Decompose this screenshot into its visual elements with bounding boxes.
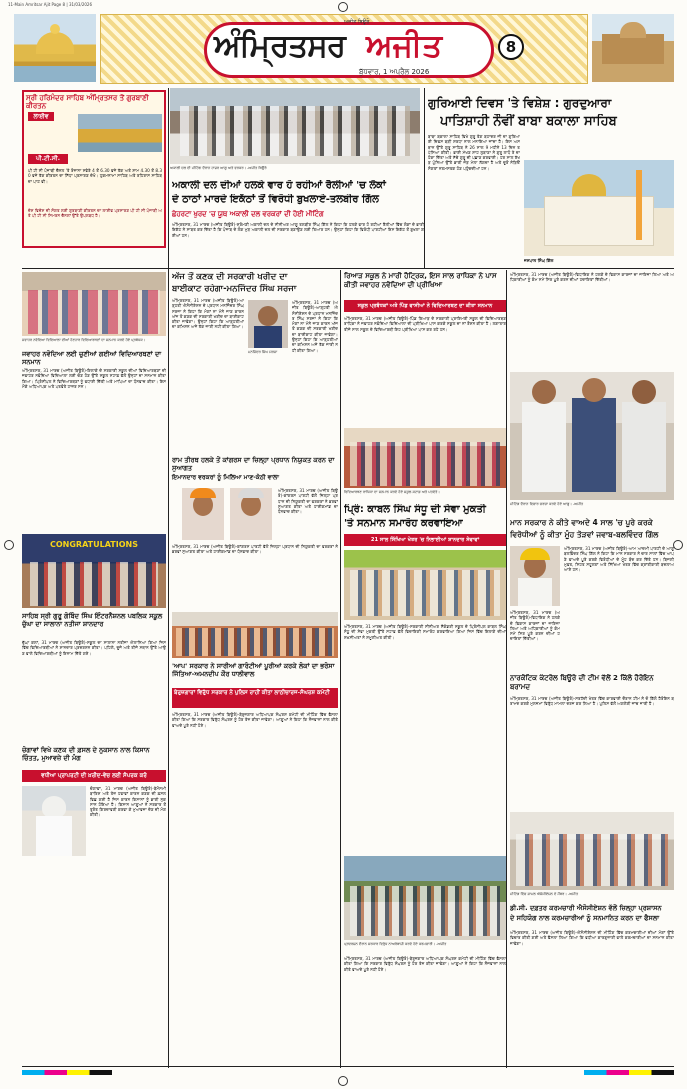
registration-mark: [338, 2, 348, 12]
gurdwara-kicker: ਗੁਰਿਆਈ ਦਿਵਸ 'ਤੇ ਵਿਸ਼ੇਸ਼ : ਗੁਰਦੁਆਰਾ: [428, 96, 612, 110]
wheat-title: ਅੱਜ ਤੋਂ ਕਣਕ ਦੀ ਸਰਕਾਰੀ ਖਰੀਦ ਦਾ: [172, 272, 288, 282]
ad-body: ਪੀ ਟੀ ਸੀ ਪੰਜਾਬੀ ਚੈਨਲ 'ਤੇ ਰੋਜ਼ਾਨਾ ਸਵੇਰੇ 4 ਤੋਂ 6.30 ਵਜੇ ਤੱਕ ਅਤੇ ਸ਼ਾਮ 4.30 ਤੋਂ 8.30 ਵਜੇ ਤੱਕ ਕੀਰਤਨ ਦਾ ਸਿੱਧਾ ਪ੍ਰਸਾਰਣ ਦੇਖੋ। ਹੁਕਮਨਾਮਾ ਸਾਹਿਬ ਅਤੇ ਰਹਿਰਾਸ ਸਾਹਿਬ ਦਾ ਪਾਠ ਵੀ।: [28, 168, 162, 184]
students-photo-caption: ਜਵਾਹਰ ਨਵੋਦਿਆ ਵਿਦਿਆਲਾ ਦੀਆਂ ਹੋਣਹਾਰ ਵਿਦਿਆਰਥਣਾਂ ਦਾ ਸਨਮਾਨ ਕਰਦੇ ਹੋਏ ਪ੍ਰਬੰਧਕ।: [22, 338, 146, 342]
sarja-caption: ਮਨਜਿੰਦਰ ਸਿੰਘ ਸਰਜਾ: [248, 350, 278, 354]
wheat-body: ਅੰਮ੍ਰਿਤਸਰ, 31 ਮਾਰਚ (ਅਜੀਤ ਬਿਊਰੋ)-ਆੜ੍ਹਤੀ ਐਸੋਸੀਏਸ਼ਨ ਦੇ ਪ੍ਰਧਾਨ ਮਨਜਿੰਦਰ ਸਿੰਘ ਸਰਜਾ ਨੇ ਕਿਹਾ ਕਿ ਮੰਗਾਂ ਨਾ ਮੰਨੇ ਜਾਣ ਕਾਰਨ ਅੱਜ ਤੋਂ ਕਣਕ ਦੀ ਸਰਕਾਰੀ ਖਰੀਦ ਦਾ ਬਾਈਕਾਟ ਕੀਤਾ ਜਾਵੇਗਾ। ਉਨ੍ਹਾਂ ਕਿਹਾ ਕਿ ਆੜ੍ਹਤੀਆਂ ਦਾ ਕਮਿਸ਼ਨ ਅਜੇ ਤੱਕ ਜਾਰੀ ਨਹੀਂ ਕੀਤਾ ਗਿਆ।: [172, 298, 244, 330]
aap-gathering-photo: [172, 612, 338, 658]
gurdwara-title: ਪਾਤਿਸ਼ਾਹੀ ਨੌਵੀਂ ਬਾਬਾ ਬਕਾਲਾ ਸਾਹਿਬ: [440, 114, 617, 129]
column-rule: [168, 88, 169, 1068]
gurdwara-body: ਬਾਬਾ ਬਕਾਲਾ ਸਾਹਿਬ ਵਿਖੇ ਗੁਰੂ ਤੇਗ ਬਹਾਦਰ ਜੀ ਦਾ ਗੁਰਿਆਈ ਦਿਵਸ ਬੜੀ ਸ਼ਰਧਾ ਨਾਲ ਮਨਾਇਆ ਜਾਂਦਾ ਹੈ। ਇਸ ਅਸਥਾਨ ਉੱਤੇ ਗੁਰੂ ਸਾਹਿਬ ਨੇ 26 ਸਾਲ 9 ਮਹੀਨੇ 13 ਦਿਨ ਤਪੱਸਿਆ ਕੀਤੀ। ਭਾਈ ਮੱਖਣ ਸ਼ਾਹ ਲੁਬਾਣਾ ਨੇ ਗੁਰੂ ਲਾਧੋ ਰੇ ਦਾ ਹੋਕਾ ਦਿੱਤਾ ਅਤੇ ਸੱਚੇ ਗੁਰੂ ਦੀ ਪਛਾਣ ਕਰਵਾਈ। ਹਰ ਸਾਲ ਰੱਖੜ ਪੁੰਨਿਆ ਉੱਤੇ ਭਾਰੀ ਜੋੜ ਮੇਲਾ ਲੱਗਦਾ ਹੈ ਅਤੇ ਦੂਰੋਂ ਨੇੜਿਓਂ ਸੰਗਤਾਂ ਨਤਮਸਤਕ ਹੋਣ ਪਹੁੰਚਦੀਆਂ ਹਨ।: [428, 134, 520, 171]
top-photo-caption: ਅਕਾਲੀ ਦਲ ਦੀ ਮੀਟਿੰਗ ਦੌਰਾਨ ਹਾਜ਼ਰ ਆਗੂ ਅਤੇ ਵਰਕਰ। -ਅਜੀਤ ਬਿਊਰੋ: [170, 166, 267, 170]
gill-portrait: [510, 546, 560, 606]
association-photo-caption: ਮੀਟਿੰਗ ਵਿੱਚ ਸ਼ਾਮਲ ਐਸੋਸੀਏਸ਼ਨ ਦੇ ਮੈਂਬਰ। -ਅਜੀਤ: [510, 892, 579, 896]
ad-live-tag: ਲਾਈਵ: [28, 112, 54, 121]
color-registration-bar: [22, 1070, 112, 1075]
mid-story3-body: ਅੰਮ੍ਰਿਤਸਰ, 31 ਮਾਰਚ (ਅਜੀਤ ਬਿਊਰੋ)-ਬੇਰੁਜ਼ਗਾਰ ਅਧਿਆਪਕ ਸੰਘਰਸ਼ ਕਮੇਟੀ ਦੀ ਮੀਟਿੰਗ ਵਿੱਚ ਫੈਸਲਾ ਕੀਤਾ ਗਿਆ ਕਿ ਸਰਕਾਰ ਵਿਰੁੱਧ ਸੰਘਰਸ਼ ਨੂੰ ਹੋਰ ਤੇਜ਼ ਕੀਤਾ ਜਾਵੇਗਾ। ਆਗੂਆਂ ਨੇ ਕਿਹਾ ਕਿ ਨੌਜਵਾਨਾਂ ਨਾਲ ਕੀਤੇ ਵਾਅਦੇ ਪੂਰੇ ਨਹੀਂ ਹੋਏ।: [172, 712, 338, 728]
masthead-city: ਅੰਮ੍ਰਿਤਸਰ: [214, 28, 345, 64]
mid-story1-body: ਅੰਮ੍ਰਿਤਸਰ, 31 ਮਾਰਚ (ਅਜੀਤ ਬਿਊਰੋ)-ਕਾਂਗਰਸ ਪਾਰਟੀ ਵੱਲੋਂ ਜ਼ਿਲ੍ਹਾ ਪ੍ਰਧਾਨ ਦੀ ਨਿਯੁਕਤੀ ਦਾ ਵਰਕਰਾਂ ਨੇ ਭਰਵਾਂ ਸੁਆਗਤ ਕੀਤਾ ਅਤੇ ਹਾਈਕਮਾਂਡ ਦਾ ਧੰਨਵਾਦ ਕੀਤਾ।: [278, 488, 338, 515]
right-story4-body: ਅੰਮ੍ਰਿਤਸਰ, 31 ਮਾਰਚ (ਅਜੀਤ ਬਿਊਰੋ)-ਐਸੋਸੀਏਸ਼ਨ ਦੀ ਮੀਟਿੰਗ ਵਿੱਚ ਕਰਮਚਾਰੀਆਂ ਦੀਆਂ ਮੰਗਾਂ ਉੱਤੇ ਵਿਚਾਰ ਕੀਤੀ ਗਈ ਅਤੇ ਫੈਸਲਾ ਲਿਆ ਗਿਆ ਕਿ ਵਧੀਆ ਕਾਰਗੁਜ਼ਾਰੀ ਵਾਲੇ ਕਰਮਚਾਰੀਆਂ ਦਾ ਸਨਮਾਨ ਕੀਤਾ ਜਾਵੇਗਾ।: [510, 930, 674, 946]
akali-title-line1: ਅਕਾਲੀ ਦਲ ਦੀਆਂ ਹਲਕੇ ਵਾਰ ਹੋ ਰਹੀਆਂ ਰੈਲੀਆਂ 'ਚ ਲੋਕਾਂ: [172, 180, 386, 191]
left-story2-title: ਸਾਹਿਬ ਸ੍ਰੀ ਗੁਰੂ ਗੋਬਿੰਦ ਸਿੰਘ ਇੰਟਰਨੈਸ਼ਨਲ ਪਬਲਿਕ ਸਕੂਲ ਚੁੱਘਾ ਦਾ ਸਾਲਾਨਾ ਨਤੀਜਾ ਸ਼ਾਨਦਾਰ: [22, 612, 163, 628]
golden-temple-illustration: [14, 14, 96, 82]
ad-channel-tag: ਪੀ.ਟੀ.ਸੀ.: [28, 154, 68, 164]
school-result-photo: [22, 534, 166, 608]
center-story2-body-cont: ਅੰਮ੍ਰਿਤਸਰ, 31 ਮਾਰਚ (ਅਜੀਤ ਬਿਊਰੋ)-ਬੇਰੁਜ਼ਗਾਰ ਅਧਿਆਪਕ ਸੰਘਰਸ਼ ਕਮੇਟੀ ਦੀ ਮੀਟਿੰਗ ਵਿੱਚ ਫੈਸਲਾ ਕੀਤਾ ਗਿਆ ਕਿ ਸਰਕਾਰ ਵਿਰੁੱਧ ਸੰਘਰਸ਼ ਨੂੰ ਹੋਰ ਤੇਜ਼ ਕੀਤਾ ਜਾਵੇਗਾ। ਆਗੂਆਂ ਨੇ ਕਿਹਾ ਕਿ ਨੌਜਵਾਨਾਂ ਨਾਲ ਕੀਤੇ ਵਾਅਦੇ ਪੂਰੇ ਨਹੀਂ ਹੋਏ।: [344, 956, 506, 972]
center-story2-title: ਪ੍ਰਿੰ: ਕਾਬਲ ਸਿੰਘ ਸੰਧੂ ਦੀ ਸੇਵਾ ਮੁਕਤੀ: [344, 504, 486, 515]
congress-portrait-1: [182, 488, 224, 540]
masthead-paper-name: ਅਜੀਤ: [366, 28, 443, 64]
mla-photo-caption: ਮੀਟਿੰਗ ਦੌਰਾਨ ਵਿਚਾਰ ਚਰਚਾ ਕਰਦੇ ਹੋਏ ਆਗੂ। -ਅਜੀਤ: [510, 502, 584, 506]
center-story2-body: ਅੰਮ੍ਰਿਤਸਰ, 31 ਮਾਰਚ (ਅਜੀਤ ਬਿਊਰੋ)-ਸਰਕਾਰੀ ਸੀਨੀਅਰ ਸੈਕੰਡਰੀ ਸਕੂਲ ਦੇ ਪ੍ਰਿੰਸੀਪਲ ਕਾਬਲ ਸਿੰਘ ਸੰਧੂ ਦੀ ਸੇਵਾ ਮੁਕਤੀ ਉੱਤੇ ਸਟਾਫ਼ ਵੱਲੋਂ ਵਿਦਾਇਗੀ ਸਮਾਰੋਹ ਕਰਵਾਇਆ ਗਿਆ ਜਿਸ ਵਿੱਚ ਇਲਾਕੇ ਦੀਆਂ ਸ਼ਖ਼ਸੀਅਤਾਂ ਨੇ ਸ਼ਮੂਲੀਅਤ ਕੀਤੀ।: [344, 624, 506, 640]
wheat-body-cont: ਅੰਮ੍ਰਿਤਸਰ, 31 ਮਾਰਚ (ਅਜੀਤ ਬਿਊਰੋ)-ਆੜ੍ਹਤੀ ਐਸੋਸੀਏਸ਼ਨ ਦੇ ਪ੍ਰਧਾਨ ਮਨਜਿੰਦਰ ਸਿੰਘ ਸਰਜਾ ਨੇ ਕਿਹਾ ਕਿ ਮੰਗਾਂ ਨਾ ਮੰਨੇ ਜਾਣ ਕਾਰਨ ਅੱਜ ਤੋਂ ਕਣਕ ਦੀ ਸਰਕਾਰੀ ਖਰੀਦ ਦਾ ਬਾਈਕਾਟ ਕੀਤਾ ਜਾਵੇਗਾ। ਉਨ੍ਹਾਂ ਕਿਹਾ ਕਿ ਆੜ੍ਹਤੀਆਂ ਦਾ ਕਮਿਸ਼ਨ ਅਜੇ ਤੱਕ ਜਾਰੀ ਨਹੀਂ ਕੀਤਾ ਗਿਆ।: [292, 300, 338, 353]
radhika-photo-caption: ਵਿਦਿਆਰਥਣ ਰਾਧਿਕਾ ਦਾ ਸਨਮਾਨ ਕਰਦੇ ਹੋਏ ਸਕੂਲ ਸਟਾਫ਼ ਅਤੇ ਪਤਵੰਤੇ।: [344, 490, 440, 494]
protest-photo-caption: ਪ੍ਰਦਰਸ਼ਨ ਦੌਰਾਨ ਸਰਕਾਰ ਵਿਰੁੱਧ ਨਾਅਰੇਬਾਜ਼ੀ ਕਰਦੇ ਹੋਏ ਕਰਮਚਾਰੀ। -ਅਜੀਤ: [344, 942, 447, 946]
gurdwara-photo: [524, 160, 674, 256]
farewell-photo: [344, 550, 506, 620]
mid-story1-body-cont: ਅੰਮ੍ਰਿਤਸਰ, 31 ਮਾਰਚ (ਅਜੀਤ ਬਿਊਰੋ)-ਕਾਂਗਰਸ ਪਾਰਟੀ ਵੱਲੋਂ ਜ਼ਿਲ੍ਹਾ ਪ੍ਰਧਾਨ ਦੀ ਨਿਯੁਕਤੀ ਦਾ ਵਰਕਰਾਂ ਨੇ ਭਰਵਾਂ ਸੁਆਗਤ ਕੀਤਾ ਅਤੇ ਹਾਈਕਮਾਂਡ ਦਾ ਧੰਨਵਾਦ ਕੀਤਾ।: [172, 544, 338, 555]
wheat-title2: ਬਾਈਕਾਟ ਰਹੇਗਾ-ਮਨਜਿੰਦਰ ਸਿੰਘ ਸਰਜਾ: [172, 284, 297, 294]
left-story1-body: ਅੰਮ੍ਰਿਤਸਰ, 31 ਮਾਰਚ (ਅਜੀਤ ਬਿਊਰੋ)-ਇਲਾਕੇ ਦੇ ਸਰਕਾਰੀ ਸਕੂਲ ਦੀਆਂ ਵਿਦਿਆਰਥਣਾਂ ਦੀ ਜਵਾਹਰ ਨਵੋਦਿਆ ਵਿਦਿਆਲਾ ਲਈ ਚੋਣ ਹੋਣ ਉੱਤੇ ਸਕੂਲ ਸਟਾਫ਼ ਵੱਲੋਂ ਉਨ੍ਹਾਂ ਦਾ ਸਨਮਾਨ ਕੀਤਾ ਗਿਆ। ਪ੍ਰਿੰਸੀਪਲ ਨੇ ਵਿਦਿਆਰਥਣਾਂ ਨੂੰ ਵਧਾਈ ਦਿੱਤੀ ਅਤੇ ਮਾਪਿਆਂ ਦਾ ਧੰਨਵਾਦ ਕੀਤਾ। ਇਸ ਮੌਕੇ ਅਧਿਆਪਕ ਅਤੇ ਪਤਵੰਤੇ ਹਾਜ਼ਰ ਸਨ।: [22, 368, 166, 389]
right-story2-title2: ਵਿਰੋਧੀਆਂ ਨੂੰ ਕੀਤਾ ਮੂੰਹ ਤੋੜਵਾਂ ਜਵਾਬ-ਬਲਵਿੰਦਰ ਗਿੱਲ: [510, 530, 659, 539]
akali-body: ਅੰਮ੍ਰਿਤਸਰ, 31 ਮਾਰਚ (ਅਜੀਤ ਬਿਊਰੋ)-ਸ਼੍ਰੋਮਣੀ ਅਕਾਲੀ ਦਲ ਦੇ ਸੀਨੀਅਰ ਆਗੂ ਤਲਬੀਰ ਸਿੰਘ ਗਿੱਲ ਨੇ ਕਿਹਾ ਕਿ ਹਲਕੇ ਵਾਰ ਹੋ ਰਹੀਆਂ ਰੈਲੀਆਂ ਵਿੱਚ ਲੋਕਾਂ ਦੇ ਭਾਰੀ ਇਕੱਠ ਨੇ ਸਾਬਤ ਕਰ ਦਿੱਤਾ ਹੈ ਕਿ ਪੰਜਾਬ ਦੇ ਲੋਕ ਮੁੜ ਅਕਾਲੀ ਦਲ ਦੀ ਸਰਕਾਰ ਬਣਾਉਣ ਲਈ ਤਿਆਰ ਹਨ। ਉਨ੍ਹਾਂ ਕਿਹਾ ਕਿ ਵਿਰੋਧੀ ਪਾਰਟੀਆਂ ਇਸ ਇਕੱਠ ਤੋਂ ਬੁਖਲਾ ਗਈਆਂ ਹਨ।: [172, 222, 424, 238]
right-story4-title: ਡੀ.ਸੀ. ਦਫ਼ਤਰ ਕਰਮਚਾਰੀ ਐਸੋਸੀਏਸ਼ਨ ਵੱਲੋਂ ਜ਼ਿਲ੍ਹਾ ਪ੍ਰਸ਼ਾਸਨ: [510, 904, 662, 912]
center-story1-banner: ਸਕੂਲ ਪ੍ਰਬੰਧਕਾਂ ਅਤੇ ਪਿੰਡ ਵਾਸੀਆਂ ਨੇ ਵਿਦਿਆਰਥਣ ਦਾ ਕੀਤਾ ਸਨਮਾਨ: [344, 300, 506, 312]
farmer-photo: [22, 786, 86, 856]
right-story3-body: ਅੰਮ੍ਰਿਤਸਰ, 31 ਮਾਰਚ (ਅਜੀਤ ਬਿਊਰੋ)-ਸਰਹੱਦੀ ਖੇਤਰ ਵਿੱਚ ਕਾਰਵਾਈ ਦੌਰਾਨ ਟੀਮ ਨੇ ਦੋ ਕਿੱਲੋ ਹੈਰੋਇਨ ਬਰਾਮਦ ਕਰਕੇ ਮੁਲਜ਼ਮਾਂ ਵਿਰੁੱਧ ਮਾਮਲਾ ਦਰਜ ਕਰ ਲਿਆ ਹੈ। ਪੁਲਿਸ ਵੱਲੋਂ ਅਗਲੇਰੀ ਜਾਂਚ ਜਾਰੀ ਹੈ।: [510, 696, 674, 707]
left-story3-title: ਚੋਗਾਵਾਂ ਵਿਖੇ ਕਣਕ ਦੀ ਫ਼ਸਲ ਦੇ ਨੁਕਸਾਨ ਨਾਲ ਕਿਸਾਨ ਚਿੰਤਤ, ਮੁਆਵਜ਼ੇ ਦੀ ਮੰਗ: [22, 746, 150, 762]
mid-story3-banner: ਬੇਰੁਜ਼ਗਾਰਾਂ ਵਿਰੁੱਧ ਸਰਕਾਰ ਨੇ ਪੁਲਿਸ ਰਾਹੀਂ ਕੀਤਾ ਲਾਠੀਚਾਰਜ-ਸੰਘਰਸ਼ ਕਮੇਟੀ: [172, 688, 338, 708]
mid-story1-title: ਰਾਮ ਤੀਰਥ ਹਲਕੇ ਤੋਂ ਕਾਂਗਰਸ ਦਾ ਜ਼ਿਲ੍ਹਾ ਪ੍ਰਧਾਨ ਨਿਯੁਕਤ ਕਰਨ ਦਾ ਸੁਆਗਤ: [172, 456, 335, 472]
property-ad-banner: ਵਧੀਆ ਪ੍ਰਾਪਰਟੀ ਦੀ ਖ਼ਰੀਦ-ਵੇਚ ਲਈ ਸੰਪਰਕ ਕਰੋ: [22, 770, 166, 782]
mla-meeting-photo: [510, 372, 674, 500]
color-registration-bar: [584, 1070, 674, 1075]
heritage-building-illustration: [592, 14, 674, 82]
center-story2-banner: 21 ਸਾਲ ਸਿੱਖਿਆ ਖੇਤਰ 'ਚ ਨਿਭਾਈਆਂ ਸ਼ਾਨਦਾਰ ਸੇਵਾਵਾਂ: [344, 534, 506, 546]
column-rule: [506, 270, 507, 1068]
ad-temple-photo: [78, 114, 162, 152]
gurbani-ad: [22, 90, 166, 248]
mid-story1-sub: ਇਮਾਨਦਾਰ ਵਰਕਰਾਂ ਨੂੰ ਮਿਲਿਆ ਮਾਣ-ਕੋਠੀ ਵਾਲਾ: [172, 474, 279, 481]
section-rule: [22, 268, 674, 269]
sarja-portrait: [248, 300, 288, 348]
masthead-edition-tag: ਅਜੀਤ ਬਿਊਰੋ: [344, 19, 370, 25]
column-rule: [424, 88, 425, 268]
column-rule: [340, 270, 341, 1068]
akali-meeting-photo: [170, 88, 420, 164]
ad-body-secondary: ਦੇਸ਼ ਵਿਦੇਸ਼ ਦੀ ਸੰਗਤ ਲਈ ਗੁਰਬਾਣੀ ਕੀਰਤਨ ਦਾ ਲਾਈਵ ਪ੍ਰਸਾਰਣ ਪੀ ਟੀ ਸੀ ਪੰਜਾਬੀ ਅਤੇ ਪੀ ਟੀ ਸੀ ਸਿਮਰਨ ਚੈਨਲਾਂ ਉੱਤੇ ਉਪਲਬਧ ਹੈ।: [28, 208, 162, 219]
print-info: 11-Main Amritsar Ajit Page 8 | 31/03/2026: [8, 2, 93, 7]
students-photo: [22, 272, 166, 336]
center-story1-body: ਅੰਮ੍ਰਿਤਸਰ, 31 ਮਾਰਚ (ਅਜੀਤ ਬਿਊਰੋ)-ਪਿੰਡ ਰਿਆੜ ਦੇ ਸਰਕਾਰੀ ਪ੍ਰਾਇਮਰੀ ਸਕੂਲ ਦੀ ਵਿਦਿਆਰਥਣ ਰਾਧਿਕਾ ਨੇ ਜਵਾਹਰ ਨਵੋਦਿਆ ਵਿਦਿਆਲਾ ਦੀ ਪ੍ਰੀਖਿਆ ਪਾਸ ਕਰਕੇ ਸਕੂਲ ਦਾ ਨਾਂ ਰੌਸ਼ਨ ਕੀਤਾ ਹੈ। ਲਗਾਤਾਰ ਤੀਜੇ ਸਾਲ ਸਕੂਲ ਦੇ ਵਿਦਿਆਰਥੀ ਇਹ ਪ੍ਰੀਖਿਆ ਪਾਸ ਕਰ ਰਹੇ ਹਨ।: [344, 316, 506, 332]
right-story4-title2: ਦੇ ਸਹਿਯੋਗ ਨਾਲ ਕਰਮਚਾਰੀਆਂ ਨੂੰ ਸਨਮਾਨਿਤ ਕਰਨ ਦਾ ਫੈਸਲਾ: [510, 914, 660, 922]
mid-story2-title: 'ਆਪ' ਸਰਕਾਰ ਨੇ ਸਾਰੀਆਂ ਗਾਰੰਟੀਆਂ ਪੂਰੀਆਂ ਕਰਕੇ ਲੋਕਾਂ ਦਾ ਭਰੋਸਾ ਜਿੱਤਿਆ-ਅਮਨਦੀਪ ਕੌਰ ਧਾਲੀਵਾਲ: [172, 662, 335, 678]
ad-title: ਸ੍ਰੀ ਹਰਿਮੰਦਰ ਸਾਹਿਬ ਅੰਮ੍ਰਿਤਸਰ ਤੋਂ ਗੁਰਬਾਣੀ ਕੀਰਤਨ: [26, 94, 149, 110]
center-story1-title: ਰਿਆੜ ਸਕੂਲ ਨੇ ਮਾਰੀ ਹੈਟ੍ਰਿਕ, ਇਸ ਸਾਲ ਰਾਧਿਕਾ ਨੇ ਪਾਸ ਕੀਤੀ ਜਵਾਹਰ ਨਵੋਦਿਆ ਦੀ ਪ੍ਰੀਖਿਆ: [344, 272, 497, 289]
radhika-photo: [344, 428, 506, 488]
registration-mark: [338, 1076, 348, 1086]
page-bottom-rule: [22, 1066, 674, 1067]
protest-photo: [344, 856, 506, 940]
left-story1-title: ਜਵਾਹਰ ਨਵੋਦਿਆ ਲਈ ਚੁਣੀਆਂ ਗਈਆਂ ਵਿਦਿਆਰਥਣਾਂ ਦਾ ਸਨਮਾਨ: [22, 350, 162, 366]
congratulations-banner: CONGRATULATIONS: [50, 540, 138, 549]
masthead-date: ਬੁੱਧਵਾਰ, 1 ਅਪ੍ਰੈਲ 2026: [359, 68, 430, 76]
right-story2-title: ਮਾਨ ਸਰਕਾਰ ਨੇ ਕੀਤੇ ਵਾਅਦੇ 4 ਸਾਲ 'ਚ ਪੂਰੇ ਕਰਕੇ: [510, 518, 653, 527]
left-story3-body: ਚੋਗਾਵਾਂ, 31 ਮਾਰਚ (ਅਜੀਤ ਬਿਊਰੋ)-ਬੇਮੌਸਮੀ ਬਾਰਿਸ਼ ਅਤੇ ਤੇਜ਼ ਹਵਾਵਾਂ ਕਾਰਨ ਕਣਕ ਦੀ ਫ਼ਸਲ ਵਿਛ ਗਈ ਹੈ ਜਿਸ ਕਾਰਨ ਕਿਸਾਨਾਂ ਨੂੰ ਭਾਰੀ ਨੁਕਸਾਨ ਹੋਇਆ ਹੈ। ਕਿਸਾਨ ਆਗੂਆਂ ਨੇ ਸਰਕਾਰ ਤੋਂ ਤੁਰੰਤ ਗਿਰਦਾਵਰੀ ਕਰਵਾ ਕੇ ਮੁਆਵਜ਼ਾ ਦੇਣ ਦੀ ਮੰਗ ਕੀਤੀ।: [90, 786, 166, 818]
right-story2-body-cont: ਅੰਮ੍ਰਿਤਸਰ, 31 ਮਾਰਚ (ਅਜੀਤ ਬਿਊਰੋ)-ਵਿਧਾਇਕ ਨੇ ਹਲਕੇ ਦੇ ਵਿਕਾਸ ਕਾਰਜਾਂ ਦਾ ਜਾਇਜ਼ਾ ਲਿਆ ਅਤੇ ਅਧਿਕਾਰੀਆਂ ਨੂੰ ਕੰਮ ਸਮੇਂ ਸਿਰ ਪੂਰੇ ਕਰਨ ਦੀਆਂ ਹਦਾਇਤਾਂ ਦਿੱਤੀਆਂ।: [510, 610, 560, 642]
masthead: [14, 14, 674, 86]
association-meeting-photo: [510, 812, 674, 890]
akali-subtitle: ਛੇਹਰਟਾ ਖੁਰਦ 'ਚ ਯੂਥ ਅਕਾਲੀ ਦਲ ਵਰਕਰਾਂ ਦੀ ਹੋਈ ਮੀਟਿੰਗ: [172, 210, 324, 218]
right-story2-body: ਅੰਮ੍ਰਿਤਸਰ, 31 ਮਾਰਚ (ਅਜੀਤ ਬਿਊਰੋ)-ਆਮ ਆਦਮੀ ਪਾਰਟੀ ਦੇ ਆਗੂ ਬਲਵਿੰਦਰ ਸਿੰਘ ਗਿੱਲ ਨੇ ਕਿਹਾ ਕਿ ਮਾਨ ਸਰਕਾਰ ਨੇ ਚਾਰ ਸਾਲਾਂ ਵਿੱਚ ਆਪਣੇ ਵਾਅਦੇ ਪੂਰੇ ਕਰਕੇ ਵਿਰੋਧੀਆਂ ਦੇ ਮੂੰਹ ਬੰਦ ਕਰ ਦਿੱਤੇ ਹਨ। ਬਿਜਲੀ ਮੁਫ਼ਤ, ਸਿਹਤ ਸਹੂਲਤਾਂ ਅਤੇ ਸਿੱਖਿਆ ਖੇਤਰ ਵਿੱਚ ਕ੍ਰਾਂਤੀਕਾਰੀ ਬਦਲਾਅ ਆਏ ਹਨ।: [564, 546, 674, 573]
page-number: 8: [498, 34, 524, 60]
congress-portrait-2: [230, 488, 272, 540]
left-story2-body: ਚੁੱਘਾ ਕਲਾਂ, 31 ਮਾਰਚ (ਅਜੀਤ ਬਿਊਰੋ)-ਸਕੂਲ ਦਾ ਸਾਲਾਨਾ ਨਤੀਜਾ ਐਲਾਨਿਆ ਗਿਆ ਜਿਸ ਵਿੱਚ ਵਿਦਿਆਰਥੀਆਂ ਨੇ ਸ਼ਾਨਦਾਰ ਪ੍ਰਦਰਸ਼ਨ ਕੀਤਾ। ਪਹਿਲੇ, ਦੂਜੇ ਅਤੇ ਤੀਜੇ ਸਥਾਨ ਉੱਤੇ ਆਉਣ ਵਾਲੇ ਵਿਦਿਆਰਥੀਆਂ ਨੂੰ ਇਨਾਮ ਦਿੱਤੇ ਗਏ।: [22, 640, 166, 656]
akali-title-line2: ਦੇ ਠਾਠਾਂ ਮਾਰਦੇ ਇਕੱਠਾਂ ਤੋਂ ਵਿਰੋਧੀ ਬੁਖਲਾਏ-ਤਲਬੀਰ ਗਿੱਲ: [172, 194, 379, 205]
registration-mark: [4, 540, 14, 550]
right-story3-title: ਨਾਰਕੋਟਿਕ ਕੰਟਰੋਲ ਬਿਊਰੋ ਦੀ ਟੀਮ ਵੱਲੋਂ 2 ਕਿੱਲੋ ਹੈਰੋਇਨ ਬਰਾਮਦ: [510, 674, 654, 691]
right-story1-body: ਅੰਮ੍ਰਿਤਸਰ, 31 ਮਾਰਚ (ਅਜੀਤ ਬਿਊਰੋ)-ਵਿਧਾਇਕ ਨੇ ਹਲਕੇ ਦੇ ਵਿਕਾਸ ਕਾਰਜਾਂ ਦਾ ਜਾਇਜ਼ਾ ਲਿਆ ਅਤੇ ਅਧਿਕਾਰੀਆਂ ਨੂੰ ਕੰਮ ਸਮੇਂ ਸਿਰ ਪੂਰੇ ਕਰਨ ਦੀਆਂ ਹਦਾਇਤਾਂ ਦਿੱਤੀਆਂ।: [510, 272, 674, 283]
gurdwara-author: ਜਸਪਾਲ ਸਿੰਘ ਗਿੱਲ: [524, 258, 554, 263]
registration-mark: [673, 540, 683, 550]
center-story2-title2: 'ਤੇ ਸਨਮਾਨ ਸਮਾਰੋਹ ਕਰਵਾਇਆ: [344, 518, 463, 529]
